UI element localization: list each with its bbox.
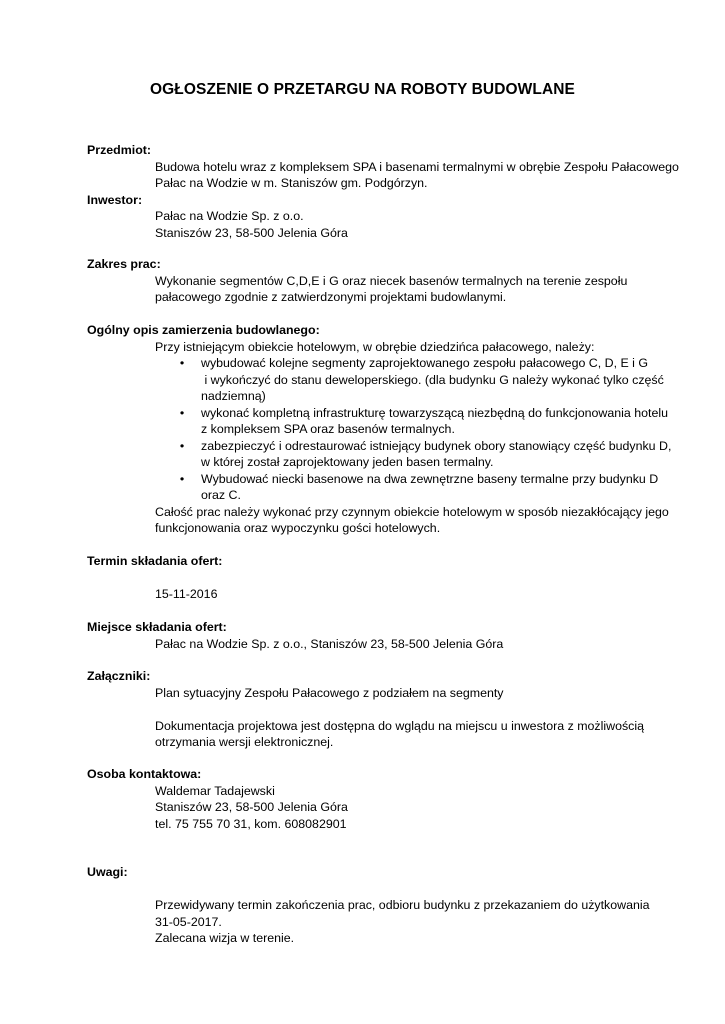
section-miejsce [87,619,687,652]
heading-miejsce: Miejsce składania ofert: [87,620,227,634]
section-zakres [87,256,687,306]
section-uwagi [87,864,687,947]
zalacznik-item: Plan sytuacyjny Zespołu Pałacowego z podziałem na segmenty [155,685,504,700]
opis-intro: Przy istniejącym obiekcie hotelowym, w obrębie dziedzińca pałacowego, należy: [155,339,595,354]
uwagi-line: Przewidywany termin zakończenia prac, odbioru budynku z przekazaniem do użytkowania [155,898,650,912]
uwagi-line: 31-05-2017. [155,914,222,929]
heading-przedmiot: Przedmiot: [87,143,152,157]
kontakt-name: Waldemar Tadajewski [155,783,275,798]
bullet-line: zabezpieczyć i odrestaurować istniejący budynek obory stanowiący część budynku D, [201,438,672,453]
bullet-icon: • [179,405,185,420]
kontakt-phone: tel. 75 755 70 31, kom. 608082901 [155,816,347,831]
bullet-line: oraz C. [201,488,241,502]
inwestor-line: Staniszów 23, 58-500 Jelenia Góra [155,225,348,240]
section-kontakt [87,766,687,832]
kontakt-address: Staniszów 23, 58-500 Jelenia Góra [155,800,348,814]
section-termin [87,553,687,603]
bullet-line: wykonać kompletną infrastrukturę towarzyszącą niezbędną do funkcjonowania hotelu [201,405,668,420]
opis-closing-line: Całość prac należy wykonać przy czynnym obiekcie hotelowym w sposób niezakłócający jego [155,504,669,519]
section-opis [87,322,687,537]
heading-kontakt: Osoba kontaktowa: [87,767,202,781]
opis-bullet-list [155,355,687,504]
bullet-icon: • [179,438,185,453]
zakres-line: pałacowego zgodnie z zatwierdzonymi projektami budowlanymi. [155,290,507,304]
heading-termin: Termin składania ofert: [87,554,223,568]
przedmiot-line: Budowa hotelu wraz z kompleksem SPA i basenami termalnymi w obrębie Zespołu Pałacowego [155,159,679,174]
list-item [179,355,687,405]
bullet-line: nadziemną) [201,389,266,403]
heading-zakres: Zakres prac: [87,257,161,271]
miejsce-value: Pałac na Wodzie Sp. z o.o., Staniszów 23, 58-500 Jelenia Góra [155,636,504,651]
zalacznik-item: otrzymania wersji elektronicznej. [155,735,334,749]
bullet-line: i wykończyć do stanu deweloperskiego. (dla budynku G należy wykonać tylko część [201,372,664,387]
bullet-line: Wybudować niecki basenowe na dwa zewnętrzne baseny termalne przy budynku D [201,471,659,486]
list-item [179,438,687,471]
opis-closing-line: funkcjonowania oraz wypoczynku gości hotelowych. [155,521,441,535]
uwagi-line: Zalecana wizja w terenie. [155,931,295,945]
document-title: OGŁOSZENIE O PRZETARGU NA ROBOTY BUDOWLANE [149,81,575,98]
inwestor-line: Pałac na Wodzie Sp. z o.o. [155,209,304,223]
termin-date: 15-11-2016 [155,587,218,601]
heading-inwestor: Inwestor: [87,192,143,207]
bullet-icon: • [179,471,185,486]
section-zalaczniki [87,668,687,751]
zalacznik-item: Dokumentacja projektowa jest dostępna do wglądu na miejscu u inwestora z możliwością [155,718,644,733]
przedmiot-line: Pałac na Wodzie w m. Staniszów gm. Podgórzyn. [155,176,428,190]
bullet-icon: • [179,356,185,370]
heading-opis: Ogólny opis zamierzenia budowlanego: [87,323,320,337]
bullet-line: wybudować kolejne segmenty zaprojektowanego zespołu pałacowego C, D, E i G [201,356,649,370]
heading-uwagi: Uwagi: [87,865,128,879]
zakres-line: Wykonanie segmentów C,D,E i G oraz niecek basenów termalnych na terenie zespołu [155,273,628,288]
list-item [179,405,687,438]
heading-zalaczniki: Załączniki: [87,669,151,683]
section-przedmiot [87,142,687,241]
bullet-line: w której został zaprojektowany jeden basen termalny. [201,455,494,469]
list-item [179,471,687,504]
bullet-line: z kompleksem SPA oraz basenów termalnych. [201,422,455,436]
